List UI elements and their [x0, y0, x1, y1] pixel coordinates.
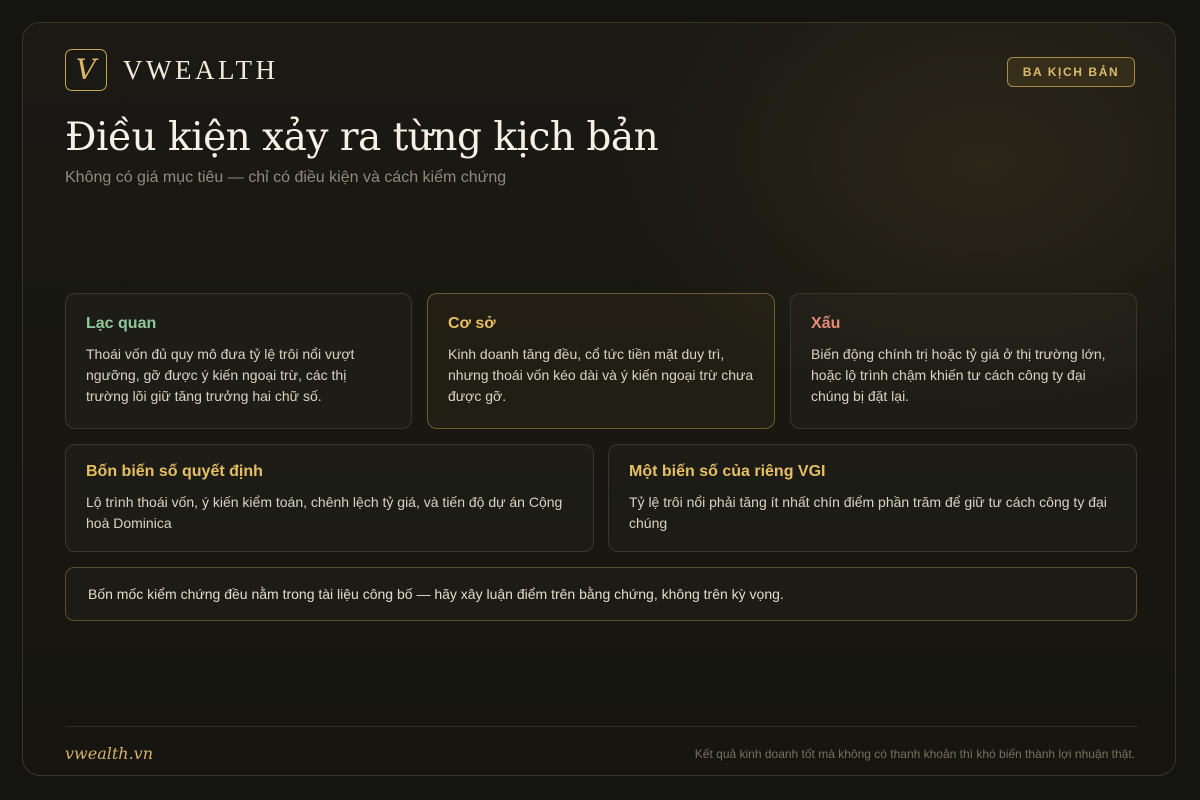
scenario-body-optimistic: Thoái vốn đủ quy mô đưa tỷ lệ trôi nổi vượt ngưỡng, gỡ được ý kiến ngoại trừ, các thị trường lõi giữ tăng trưởng hai chữ số.: [86, 346, 355, 404]
page-subtitle: Không có giá mục tiêu — chỉ có điều kiện và cách kiểm chứng: [65, 169, 507, 186]
scenario-card-bad: [790, 293, 1137, 429]
scenario-body-base: Kinh doanh tăng đều, cổ tức tiền mặt duy trì, nhưng thoái vốn kéo dài và ý kiến ngoại trừ chưa được gỡ.: [448, 346, 754, 404]
page-title: Điều kiện xảy ra từng kịch bản: [65, 115, 659, 160]
scenario-title-bad: Xấu: [811, 315, 841, 332]
slide-frame: [22, 22, 1176, 776]
factor-title-key-variables: Bốn biến số quyết định: [86, 463, 263, 480]
scenario-title-base: Cơ sở: [448, 315, 496, 332]
factor-card-key-variables: [65, 444, 594, 552]
footer-quote: Kết quả kinh doanh tốt mà không có thanh khoản thì khó biến thành lợi nhuận thật.: [694, 747, 1135, 761]
footer-site: vwealth.vn: [65, 744, 154, 763]
footer-divider: [65, 726, 1137, 727]
scenario-badge: BA KỊCH BẢN: [1007, 57, 1135, 87]
factor-title-vgi-variable: Một biến số của riêng VGI: [629, 463, 826, 480]
scenario-title-optimistic: Lạc quan: [86, 315, 157, 332]
logo-mark: V: [65, 49, 107, 91]
brand-name: VWEALTH: [123, 55, 279, 85]
scenario-card-optimistic: [65, 293, 412, 429]
factor-body-key-variables: Lộ trình thoái vốn, ý kiến kiểm toán, chênh lệch tỷ giá, và tiến độ dự án Cộng hoà Dominica: [86, 494, 563, 531]
factor-body-vgi-variable: Tỷ lệ trôi nổi phải tăng ít nhất chín điểm phần trăm để giữ tư cách công ty đại chúng: [629, 494, 1107, 531]
evidence-note: Bốn mốc kiểm chứng đều nằm trong tài liệu công bố — hãy xây luận điểm trên bằng chứng, không trên kỳ vọng.: [65, 567, 1137, 621]
scenario-card-base: [427, 293, 775, 429]
scenario-body-bad: Biến động chính trị hoặc tỷ giá ở thị trường lớn, hoặc lộ trình chậm khiến tư cách công ty đại chúng bị đặt lại.: [811, 346, 1106, 404]
factor-card-vgi-variable: [608, 444, 1137, 552]
